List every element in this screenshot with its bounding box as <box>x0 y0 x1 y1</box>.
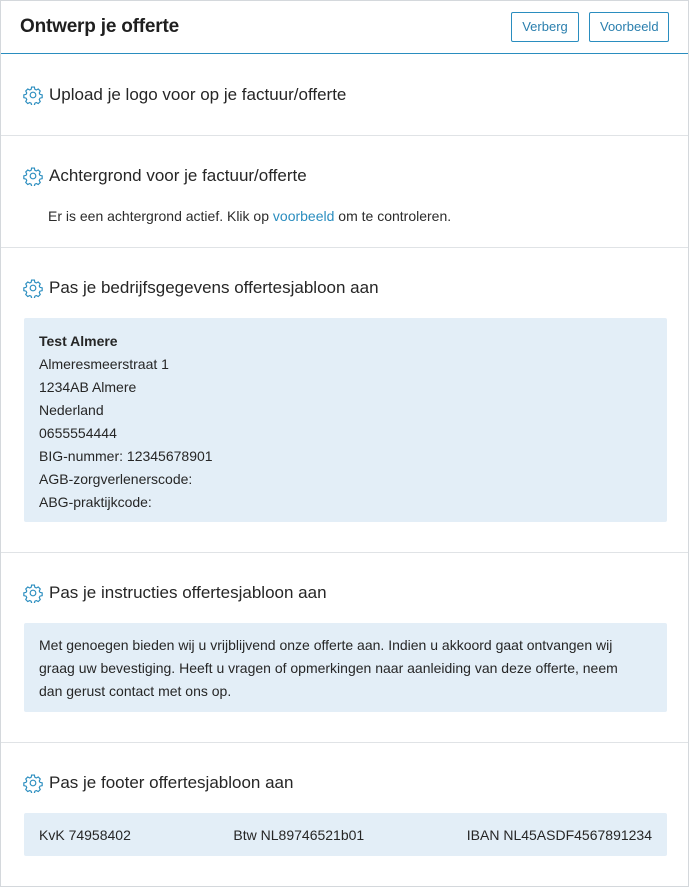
instructions-box[interactable] <box>24 623 667 712</box>
company-name: Test Almere <box>39 333 118 349</box>
instructions-line: Met genoegen bieden wij u vrijblijvend onze offerte aan. Indien u akkoord gaat ontvangen wij <box>39 637 613 653</box>
background-section <box>1 136 688 248</box>
company-section-header[interactable] <box>23 278 379 298</box>
company-details <box>24 318 667 514</box>
instructions-section <box>1 553 688 743</box>
company-details-box[interactable] <box>24 318 667 522</box>
gear-icon[interactable] <box>23 85 43 105</box>
gear-icon[interactable] <box>23 773 43 793</box>
company-line: 0655554444 <box>39 425 117 441</box>
company-line: 1234AB Almere <box>39 379 137 395</box>
preview-button[interactable]: Voorbeeld <box>589 12 669 42</box>
company-line: Nederland <box>39 402 104 418</box>
footer-btw: Btw NL89746521b01 <box>233 826 365 843</box>
page-title: Ontwerp je offerte <box>20 16 179 37</box>
company-line: Almeresmeerstraat 1 <box>39 356 169 372</box>
background-note-text: Er is een achtergrond actief. Klik op <box>48 208 273 224</box>
company-section-title: Pas je bedrijfsgegevens offertesjabloon aan <box>49 278 379 297</box>
instructions-text <box>24 623 667 703</box>
logo-section <box>1 55 688 136</box>
gear-icon[interactable] <box>23 166 43 186</box>
footer-kvk: KvK 74958402 <box>39 826 131 843</box>
company-section <box>1 248 688 553</box>
company-line: AGB-zorgverlenerscode: <box>39 471 193 487</box>
instructions-line: graag uw bevestiging. Heeft u vragen of opmerkingen naar aanleiding van deze offerte, neem <box>39 660 618 676</box>
background-section-title: Achtergrond voor je factuur/offerte <box>49 166 307 185</box>
panel-header <box>1 1 688 54</box>
instructions-section-title: Pas je instructies offertesjabloon aan <box>49 583 327 602</box>
background-note-text-end: om te controleren. <box>334 208 452 224</box>
gear-icon[interactable] <box>23 583 43 603</box>
background-section-header[interactable] <box>23 166 307 186</box>
company-line: ABG-praktijkcode: <box>39 494 152 510</box>
instructions-section-header[interactable] <box>23 583 327 603</box>
company-line: BIG-nummer: 12345678901 <box>39 448 213 464</box>
gear-icon[interactable] <box>23 278 43 298</box>
instructions-line: dan gerust contact met ons op. <box>39 683 232 699</box>
logo-section-title: Upload je logo voor op je factuur/offerte <box>49 85 347 104</box>
background-note <box>48 208 451 224</box>
footer-iban: IBAN NL45ASDF4567891234 <box>466 826 652 843</box>
footer-section <box>1 743 688 886</box>
logo-section-header[interactable] <box>23 85 346 105</box>
footer-section-title: Pas je footer offertesjabloon aan <box>49 773 294 792</box>
hide-button[interactable]: Verberg <box>511 12 579 42</box>
header-actions <box>511 12 669 42</box>
footer-row <box>24 813 667 856</box>
preview-link[interactable]: voorbeeld <box>272 208 335 224</box>
footer-section-header[interactable] <box>23 773 293 793</box>
footer-box[interactable] <box>24 813 667 856</box>
